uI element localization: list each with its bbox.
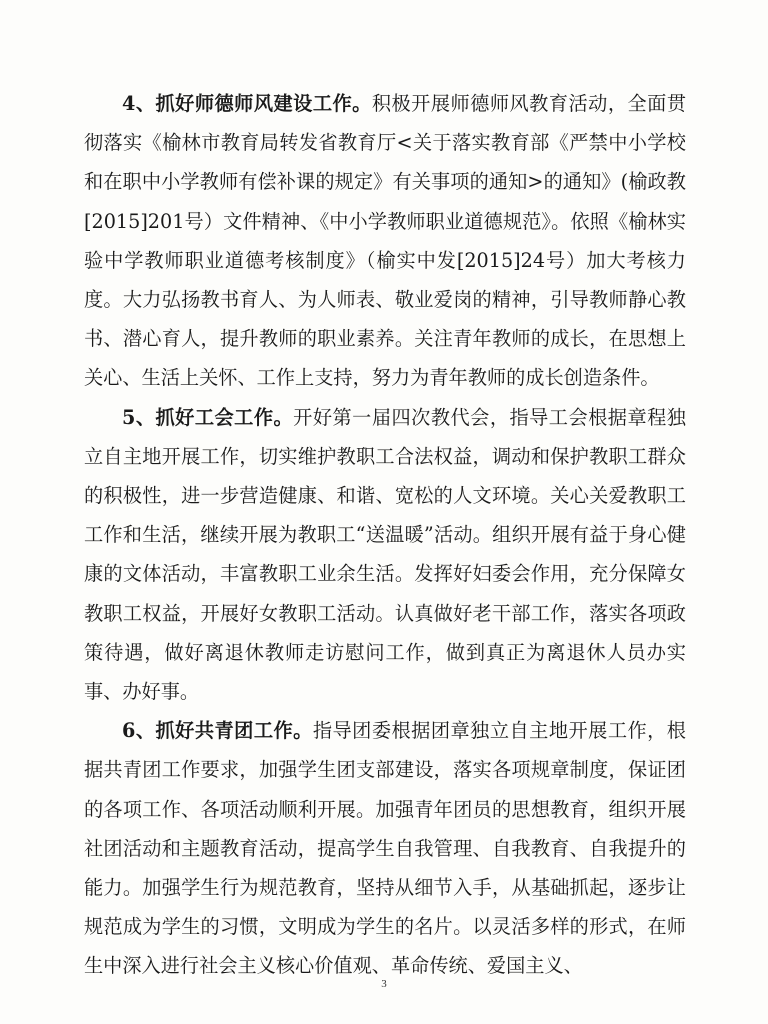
paragraph-teacher-ethics: [84, 84, 686, 398]
page-number: 3: [381, 978, 387, 990]
paragraph-text: 积极开展师德师风教育活动，全面贯彻落实《榆林市教育局转发省教育厅<关于落实教育部《严禁中小学校和在职中小学教师有偿补课的规定》有关事项的通知>的通知》(榆政教[2015]201号）文件精神、《中小学教师职业道德规范》。依照《榆林实验中学教师职业道德考核制度》（榆实中发[2015]24号）加大考核力度。大力弘扬教书育人、为人师表、敬业爱岗的精神，引导教师静心教书、潜心育人，提升教师的职业素养。关注青年教师的成长，在思想上关心、生活上关怀、工作上支持，努力为青年教师的成长创造条件。: [84, 92, 687, 390]
document-body: [84, 84, 686, 986]
paragraph-text: 开好第一届四次教代会，指导工会根据章程独立自主地开展工作，切实维护教职工合法权益，调动和保护教职工群众的积极性，进一步营造健康、和谐、宽松的人文环境。关心关爱教职工工作和生活，继续开展为教职工“送温暖”活动。组织开展有益于身心健康的文体活动，丰富教职工业余生活。发挥好妇委会作用，充分保障女教职工权益，开展好女教职工活动。认真做好老干部工作，落实各项政策待遇，做好离退休教师走访慰问工作，做到真正为离退休人员办实事、办好事。: [84, 405, 686, 704]
paragraph-youth-league: [84, 711, 686, 985]
paragraph-text: 指导团委根据团章独立自主地开展工作，根据共青团工作要求，加强学生团支部建设，落实各项规章制度，保证团的各项工作、各项活动顺利开展。加强青年团员的思想教育，组织开展社团活动和主题教育活动，提高学生自我管理、自我教育、自我提升的能力。加强学生行为规范教育，坚持从细节入手，从基础抓起，逐步让规范成为学生的习惯，文明成为学生的名片。以灵活多样的形式，在师生中深入进行社会主义核心价值观、革命传统、爱国主义、: [84, 719, 686, 978]
paragraph-heading: 6、抓好共青团工作。: [122, 719, 313, 743]
paragraph-heading: 5、抓好工会工作。: [122, 405, 294, 429]
paragraph-trade-union: [84, 398, 686, 712]
paragraph-heading: 4、抓好师德师风建设工作。: [122, 92, 372, 115]
